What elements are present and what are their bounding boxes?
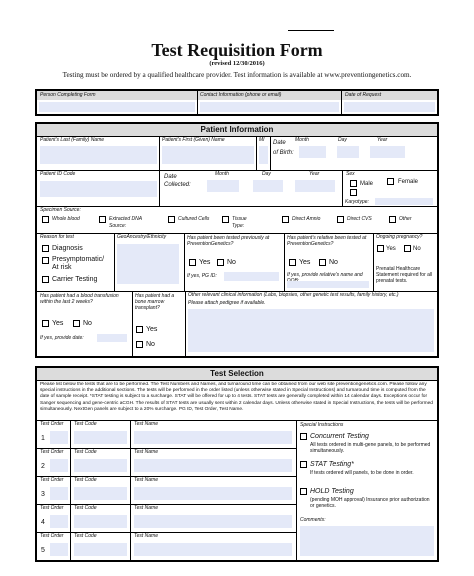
- hold-testing-label: HOLD Testing: [310, 488, 354, 495]
- test-name-label: Test Name: [134, 477, 158, 483]
- form-title: Test Requisition Form: [151, 40, 323, 60]
- test-code-field[interactable]: [74, 459, 127, 472]
- patient-info-title: Patient Information: [37, 124, 437, 136]
- tested-previously-yes-label: Yes: [199, 259, 211, 266]
- specimen-whole-blood-checkbox[interactable]: [42, 216, 49, 223]
- dob-birth-label: of Birth:: [273, 150, 294, 156]
- patient-id-field[interactable]: [40, 181, 157, 197]
- test-selection-title: Test Selection: [37, 368, 437, 380]
- test-order-number: 1: [41, 435, 45, 442]
- karyotype-label: Karyotype:: [345, 199, 369, 205]
- collected-label: Collected:: [164, 182, 191, 188]
- karyotype-field[interactable]: [375, 198, 433, 205]
- test-order-field[interactable]: [50, 487, 68, 500]
- test-order-number: 4: [41, 519, 45, 526]
- dob-year-label: Year: [377, 137, 388, 143]
- relative-no-checkbox[interactable]: [319, 259, 326, 266]
- bone-marrow-label: Has patient had a bone marrow transplant?: [135, 293, 175, 311]
- test-code-field[interactable]: [74, 543, 127, 556]
- dob-month-label: Month: [295, 137, 309, 143]
- test-code-label: Test Code: [74, 505, 97, 511]
- stat-testing-label: STAT Testing*: [310, 461, 354, 468]
- collected-date-label: Date: [164, 174, 177, 180]
- pregnancy-yes-checkbox[interactable]: [377, 245, 384, 252]
- pregnancy-yes-label: Yes: [386, 246, 396, 252]
- lead-text: Testing must be ordered by a qualified healthcare provider. Test information is available at www.preventiongenetics.com.: [62, 71, 412, 79]
- relative-yes-checkbox[interactable]: [289, 259, 296, 266]
- dob-day-field[interactable]: [337, 146, 359, 158]
- bone-marrow-no-label: No: [146, 341, 155, 348]
- blood-transfusion-label: Has patient had a blood transfusion within the last 2 weeks?: [40, 293, 119, 305]
- pg-id-label: If yes, PG ID:: [187, 273, 217, 279]
- specimen-tissue-label: Tissue: [232, 216, 247, 222]
- hold-testing-desc: (pending MOH approval) Insurance prior authorization or genetics.: [310, 497, 430, 509]
- specimen-direct-cvs-checkbox[interactable]: [337, 216, 344, 223]
- test-code-field[interactable]: [74, 487, 127, 500]
- collected-year-label: Year: [309, 171, 320, 177]
- contact-info-field[interactable]: [200, 102, 339, 112]
- test-name-field[interactable]: [134, 487, 292, 500]
- hold-testing-checkbox[interactable]: [300, 488, 307, 495]
- special-instructions-label: Special Instructions: [300, 422, 344, 428]
- last-name-label: Patient's Last (Family) Name: [40, 137, 105, 143]
- concurrent-testing-checkbox[interactable]: [300, 433, 307, 440]
- sex-female-label: Female: [398, 179, 419, 185]
- tested-previously-label: Has patient been tested previously at PreventionGenetics?: [187, 235, 270, 247]
- test-name-label: Test Name: [134, 533, 158, 539]
- test-order-field[interactable]: [50, 459, 68, 472]
- geo-ancestry-field[interactable]: [117, 244, 179, 284]
- specimen-cultured-cells-checkbox[interactable]: [168, 216, 175, 223]
- sex-male-label: Male: [360, 181, 374, 187]
- date-of-request-field[interactable]: [344, 102, 435, 112]
- top-rule: [288, 30, 334, 31]
- concurrent-testing-desc: All tests ordered in multi-gene panels, to be performed simultaneously.: [310, 442, 431, 454]
- prenatal-statement-text: Prenatal Healthcare Statement required for all prenatal tests.: [376, 266, 433, 284]
- test-code-field[interactable]: [74, 515, 127, 528]
- sex-other-checkbox[interactable]: [350, 189, 357, 196]
- bone-marrow-yes-label: Yes: [146, 326, 158, 333]
- test-order-label: Test Order: [40, 449, 64, 455]
- test-name-field[interactable]: [134, 515, 292, 528]
- relative-name-field[interactable]: [287, 281, 369, 288]
- sex-label: Sex: [346, 171, 355, 177]
- test-code-label: Test Code: [74, 421, 97, 427]
- test-order-number: 2: [41, 463, 45, 470]
- geo-ancestry-label: GeoAncestry/Ethnicity: [117, 234, 167, 240]
- ongoing-pregnancy-label: Ongoing pregnancy?: [376, 234, 423, 240]
- transfusion-yes-label: Yes: [52, 320, 64, 327]
- specimen-extracted-dna-checkbox[interactable]: [99, 216, 106, 223]
- collected-month-field[interactable]: [207, 180, 239, 192]
- bone-marrow-no-checkbox[interactable]: [136, 341, 143, 348]
- test-name-label: Test Name: [134, 421, 158, 427]
- specimen-extracted-dna-label: Extracted DNA: [109, 216, 143, 222]
- first-name-label: Patient's First (Given) Name: [162, 137, 225, 143]
- collected-year-field[interactable]: [295, 180, 335, 192]
- dob-date-label: Date: [273, 140, 286, 146]
- relative-if-yes-label: If yes, provide relative's name and: [287, 272, 363, 278]
- test-order-number: 3: [41, 491, 45, 498]
- contact-info-label: Contact Information (phone or email): [200, 92, 282, 98]
- tissue-type-label: Type:: [232, 223, 245, 229]
- dob-year-field[interactable]: [370, 146, 405, 158]
- bone-marrow-yes-checkbox[interactable]: [136, 326, 143, 333]
- first-name-field[interactable]: [162, 146, 254, 164]
- test-code-label: Test Code: [74, 477, 97, 483]
- test-order-number: 5: [41, 547, 45, 554]
- stat-testing-desc: If tests ordered will panels, to be done in order.: [310, 470, 414, 476]
- test-name-label: Test Name: [134, 449, 158, 455]
- extracted-source-label: Source:: [109, 223, 127, 229]
- test-order-field[interactable]: [50, 431, 68, 444]
- revision-date: (revised 12/30/2016): [209, 60, 265, 67]
- relative-no-label: No: [329, 259, 338, 266]
- last-name-field[interactable]: [40, 146, 157, 164]
- reason-diagnosis-label: Diagnosis: [52, 245, 83, 252]
- reason-carrier-label: Carrier Testing: [52, 276, 98, 283]
- test-name-label: Test Name: [134, 505, 158, 511]
- patient-info-box: [35, 122, 439, 358]
- reason-carrier-checkbox[interactable]: [42, 276, 49, 283]
- test-order-label: Test Order: [40, 533, 64, 539]
- transfusion-yes-checkbox[interactable]: [42, 320, 49, 327]
- reason-presymptomatic-checkbox[interactable]: [42, 257, 49, 264]
- specimen-direct-cvs-label: Direct CVS: [347, 216, 372, 222]
- dob-month-field[interactable]: [299, 146, 326, 158]
- sex-female-checkbox[interactable]: [387, 178, 394, 185]
- concurrent-testing-label: Concurrent Testing: [310, 433, 369, 440]
- test-order-label: Test Order: [40, 477, 64, 483]
- test-selection-box: [35, 366, 439, 562]
- specimen-source-label: Specimen Source:: [40, 207, 81, 213]
- comments-label: Comments:: [300, 517, 326, 523]
- pg-id-field[interactable]: [224, 272, 279, 281]
- reason-presymptomatic-label: Presymptomatic/ At risk: [52, 256, 105, 272]
- date-of-request-label: Date of Request: [345, 92, 382, 98]
- test-code-label: Test Code: [74, 449, 97, 455]
- test-name-field[interactable]: [134, 431, 292, 444]
- stat-testing-checkbox[interactable]: [300, 461, 307, 468]
- dob-day-label: Day: [338, 137, 347, 143]
- sex-male-checkbox[interactable]: [350, 180, 357, 187]
- tested-previously-no-label: No: [227, 259, 236, 266]
- pregnancy-no-label: No: [413, 246, 421, 252]
- specimen-other-checkbox[interactable]: [389, 216, 396, 223]
- requester-box: [35, 89, 439, 116]
- relative-yes-label: Yes: [299, 259, 311, 266]
- specimen-tissue-checkbox[interactable]: [222, 216, 229, 223]
- other-clinical-field[interactable]: [188, 309, 434, 352]
- mi-label: MI: [259, 137, 265, 143]
- specimen-cultured-cells-label: Cultured Cells: [178, 216, 210, 222]
- tested-previously-no-checkbox[interactable]: [217, 259, 224, 266]
- test-code-label: Test Code: [74, 533, 97, 539]
- specimen-direct-amnio-label: Direct Amnio: [292, 216, 321, 222]
- reason-for-test-label: Reason for test: [40, 234, 74, 240]
- comments-field[interactable]: [300, 526, 434, 556]
- attach-pedigree-label: Please attach pedigree if available.: [188, 300, 266, 306]
- pregnancy-no-checkbox[interactable]: [404, 245, 411, 252]
- collected-month-label: Month: [215, 171, 229, 177]
- collected-day-field[interactable]: [253, 180, 283, 192]
- tested-previously-yes-checkbox[interactable]: [189, 259, 196, 266]
- person-completing-field[interactable]: [39, 102, 195, 112]
- test-order-field[interactable]: [50, 543, 68, 556]
- relative-tested-label: Has patient's relative been tested at PreventionGenetics?: [287, 235, 367, 247]
- test-order-label: Test Order: [40, 421, 64, 427]
- test-code-field[interactable]: [74, 431, 127, 444]
- collected-day-label: Day: [262, 171, 271, 177]
- person-completing-label: Person Completing Form: [40, 92, 96, 98]
- reason-diagnosis-checkbox[interactable]: [42, 245, 49, 252]
- transfusion-date-label: If yes, provide date:: [40, 335, 84, 341]
- test-name-field[interactable]: [134, 543, 292, 556]
- patient-id-label: Patient ID Code: [40, 171, 76, 177]
- specimen-whole-blood-label: Whole blood: [52, 216, 80, 222]
- test-name-field[interactable]: [134, 459, 292, 472]
- transfusion-date-field[interactable]: [97, 334, 127, 342]
- other-clinical-label: Other relevant clinical information (Labs, biopsies, other genetic test results, family history, etc.): [188, 292, 399, 298]
- specimen-other-label: Other: [399, 216, 412, 222]
- test-order-field[interactable]: [50, 515, 68, 528]
- mi-field[interactable]: [259, 146, 268, 164]
- test-selection-instructions: Please list below the tests that are to be performed. The Test Numbers and Names, and turnaround time can be obtained from our web site preventiongenetics.com. Please follow any special instructions in the additional sections. The tests will be performed in the order listed (unless otherwise stated in Special Instructions) and turnaround time is computed from the date of sample receipt. *STAT testing is subject to a surcharge. STAT will be offered for up to 4 tests. STAT tests are generally completed within 14 calendar days. Exceptions occur for Sanger sequencing and gene-centric aCGH. The results of STAT tests are usually sent within 2 calendar days. Unless otherwise stated in Special Instructions, the tests will be performed simultaneously. NextGen panels are subject to a 20% surcharge. PG ID, Test Order, Test Name.: [40, 382, 433, 412]
- specimen-direct-amnio-checkbox[interactable]: [282, 216, 289, 223]
- test-order-label: Test Order: [40, 505, 64, 511]
- transfusion-no-label: No: [83, 320, 92, 327]
- transfusion-no-checkbox[interactable]: [73, 320, 80, 327]
